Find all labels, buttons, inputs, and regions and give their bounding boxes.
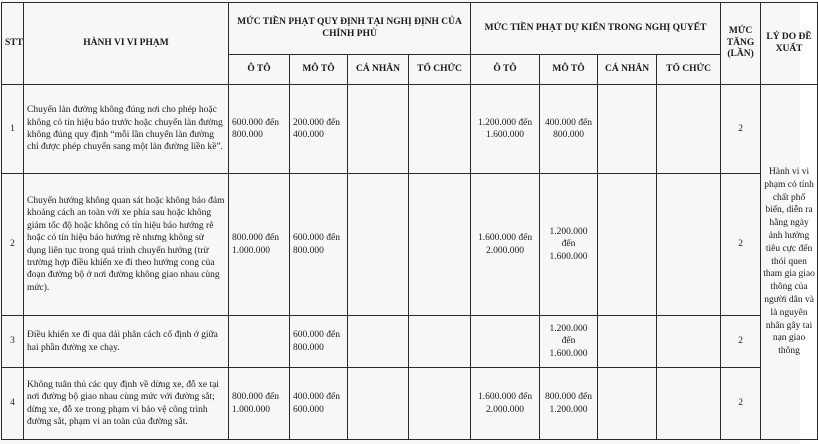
table-row [2,368,818,440]
subheader-proposed-car: Ô TÔ [471,55,540,85]
subheader-current-individual: CÁ NHÂN [348,55,409,85]
header-reason: LÝ DO ĐỀ XUẤT [761,3,818,85]
row-proposed-individual-fine [598,174,657,316]
table-row [2,174,818,316]
row-proposed-organization-fine [657,368,721,440]
row-current-car-fine: 600.000 đến 800.000 [229,85,290,174]
row-current-organization-fine [409,368,471,440]
row-stt: 1 [2,85,24,174]
subheader-current-motorbike: MÔ TÔ [290,55,348,85]
header-current-fines: MỨC TIỀN PHẠT QUY ĐỊNH TẠI NGHỊ ĐỊNH CỦA CHÍNH PHỦ [229,3,471,55]
row-current-car-fine: 800.000 đến 1.000.000 [229,174,290,316]
row-proposed-car-fine: 1.600.000 đến 2.000.000 [471,368,540,440]
row-proposed-car-fine: 1.600.000 đến 2.000.000 [471,174,540,316]
row-violation: Chuyển làn đường không đúng nơi cho phép hoặc không có tín hiệu báo trước hoặc chuyển làn đường không đúng quy định “mỗi lần chuyển làn đường chỉ được phép chuyển sang một làn đường liền kề”. [24,85,229,174]
row-current-motorbike-fine: 200.000 đến 400.000 [290,85,348,174]
row-proposed-individual-fine [598,368,657,440]
subheader-current-car: Ô TÔ [229,55,290,85]
subheader-current-organization: TỔ CHỨC [409,55,471,85]
row-proposed-individual-fine [598,316,657,368]
row-increase: 2 [721,368,761,440]
row-current-motorbike-fine: 600.000 đến 800.000 [290,174,348,316]
row-proposed-car-fine [471,316,540,368]
row-violation: Không tuân thủ các quy định về dừng xe, đỗ xe tại nơi đường bộ giao nhau cùng mức với đường sắt; dừng xe, đỗ xe trong phạm vi bảo vệ công trình đường sắt, phạm vi an toàn của đường sắt. [24,368,229,440]
row-current-individual-fine [348,368,409,440]
row-violation: Điều khiển xe đi qua dải phân cách cố định ở giữa hai phần đường xe chạy. [24,316,229,368]
header-row-1 [2,3,818,55]
row-stt: 4 [2,368,24,440]
header-proposed-fines: MỨC TIỀN PHẠT DỰ KIẾN TRONG NGHỊ QUYẾT [471,3,721,55]
fine-comparison-table [1,2,818,440]
row-proposed-motorbike-fine: 800.000 đến 1.200.000 [540,368,598,440]
header-stt: STT [2,3,24,85]
subheader-proposed-individual: CÁ NHÂN [598,55,657,85]
row-proposed-individual-fine [598,85,657,174]
row-current-organization-fine [409,316,471,368]
row-violation: Chuyển hướng không quan sát hoặc không bảo đảm khoảng cách an toàn với xe phía sau hoặc không giảm tốc độ hoặc không có tín hiệu báo hướng rẽ hoặc có tín hiệu báo hướng rẽ nhưng không sử dụng liên tục trong quá trình chuyển hướng (trừ trường hợp điều khiển xe đi theo hướng cong của đoạn đường bộ ở nơi đường không giao nhau cùng mức). [24,174,229,316]
row-proposed-motorbike-fine: 1.200.000 đến 1.600.000 [540,316,598,368]
header-increase: MỨC TĂNG (LẦN) [721,3,761,85]
row-increase: 2 [721,316,761,368]
row-proposed-organization-fine [657,316,721,368]
row-current-car-fine: 800.000 đến 1.000.000 [229,368,290,440]
subheader-proposed-motorbike: MÔ TÔ [540,55,598,85]
row-proposed-motorbike-fine: 1.200.000 đến 1.600.000 [540,174,598,316]
row-current-individual-fine [348,174,409,316]
row-current-motorbike-fine: 400.000 đến 600.000 [290,368,348,440]
row-stt: 3 [2,316,24,368]
row-proposed-organization-fine [657,85,721,174]
header-violation: HÀNH VI VI PHẠM [24,3,229,85]
row-proposed-organization-fine [657,174,721,316]
row-current-individual-fine [348,316,409,368]
table-row [2,85,818,174]
row-increase: 2 [721,85,761,174]
subheader-proposed-organization: TỔ CHỨC [657,55,721,85]
row-proposed-motorbike-fine: 400.000 đến 800.000 [540,85,598,174]
row-proposed-car-fine: 1.200.000 đến 1.600.000 [471,85,540,174]
row-increase: 2 [721,174,761,316]
row-stt: 2 [2,174,24,316]
table-row [2,316,818,368]
reason-cell: Hành vi vi phạm có tính chất phổ biến, diễn ra hằng ngày ảnh hưởng tiêu cực đến thói quen tham gia giao thông của người dân và là nguyên nhân gây tai nạn giao thông [761,85,818,440]
row-current-individual-fine [348,85,409,174]
row-current-motorbike-fine: 600.000 đến 800.000 [290,316,348,368]
row-current-organization-fine [409,174,471,316]
row-current-car-fine [229,316,290,368]
row-current-organization-fine [409,85,471,174]
